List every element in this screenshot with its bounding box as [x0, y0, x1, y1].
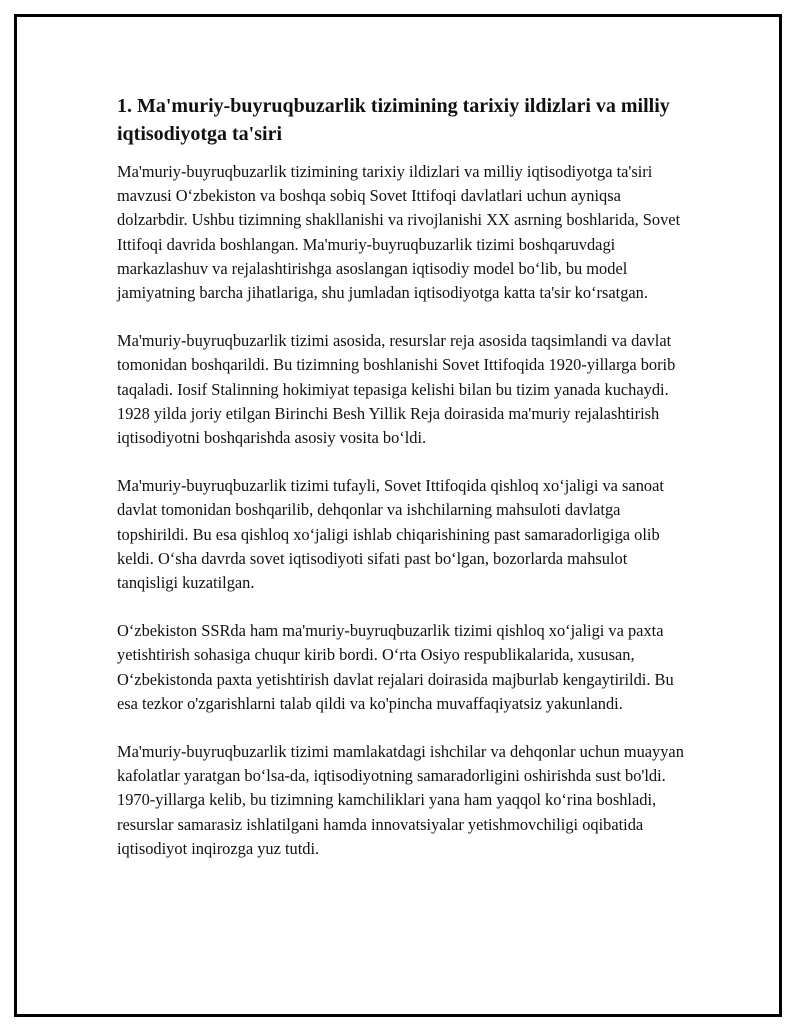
paragraph-2: Ma'muriy-buyruqbuzarlik tizimi asosida, resurslar reja asosida taqsimlandi va davlat tomonidan boshqarildi. Bu tizimning boshlanishi Sovet Ittifoqida 1920-yillarga borib taqaladi. Iosif Stalinning hokimiyat tepasiga kelishi bilan bu tizim yanada kuchaydi. 1928 yilda joriy etilgan Birinchi Besh Yillik Reja doirasida ma'muriy rejalashtirish iqtisodiyotni boshqarishda asosiy vosita bo‘ldi.: [117, 331, 676, 448]
paragraph-3: Ma'muriy-buyruqbuzarlik tizimi tufayli, Sovet Ittifoqida qishloq xo‘jaligi va sanoat davlat tomonidan boshqarilib, dehqonlar va ishchilarning mahsuloti davlatga topshirildi. Bu esa qishloq xo‘jaligi ishlab chiqarishining past samaradorligiga olib keldi. O‘sha davrda sovet iqtisodiyoti sifati past bo‘lgan, bozorlarda mahsulot tanqisligi kuzatilgan.: [117, 476, 664, 593]
paragraph-1: Ma'muriy-buyruqbuzarlik tizimining tarixiy ildizlari va milliy iqtisodiyotga ta'siri mavzusi O‘zbekiston va boshqa sobiq Sovet Ittifoqi davlatlari uchun ayniqsa dolzarbdir. Ushbu tizimning shakllanishi va rivojlanishi XX asrning boshlarida, Sovet Ittifoqi davrida boshlangan. Ma'muriy-buyruqbuzarlik tizimi boshqaruvdagi markazlashuv va rejalashtirishga asoslangan iqtisodiy model bo‘lib, bu model jamiyatning barcha jihatlariga, shu jumladan iqtisodiyotga katta ta'sir ko‘rsatgan.: [117, 162, 681, 303]
paragraph-5: Ma'muriy-buyruqbuzarlik tizimi mamlakatdagi ishchilar va dehqonlar uchun muayyan kafolatlar yaratgan bo‘lsa-da, iqtisodiyotning samaradorligini oshirishda sust bo'ldi. 1970-yillarga kelib, bu tizimning kamchiliklari yana ham yaqqol ko‘rina boshladi, resurslar samarasiz ishlatilgani hamda innovatsiyalar yetishmovchiligi oqibatida iqtisodiyot inqirozga yuz tutdi.: [117, 742, 684, 858]
section-title: 1. Ma'muriy-buyruqbuzarlik tizimining tarixiy ildizlari va milliy iqtisodiyotga ta'siri: [117, 95, 670, 145]
document-body: [117, 92, 692, 885]
paragraph-4: O‘zbekiston SSRda ham ma'muriy-buyruqbuzarlik tizimi qishloq xo‘jaligi va paxta yetishtirish sohasiga chuqur kirib bordi. O‘rta Osiyo respublikalarida, xususan, O‘zbekistonda paxta yetishtirish davlat rejalari doirasida majburlab kengaytirildi. Bu esa tezkor o'zgarishlarni talab qildi va ko'pincha muvaffaqiyatsiz yakunlandi.: [117, 621, 674, 713]
